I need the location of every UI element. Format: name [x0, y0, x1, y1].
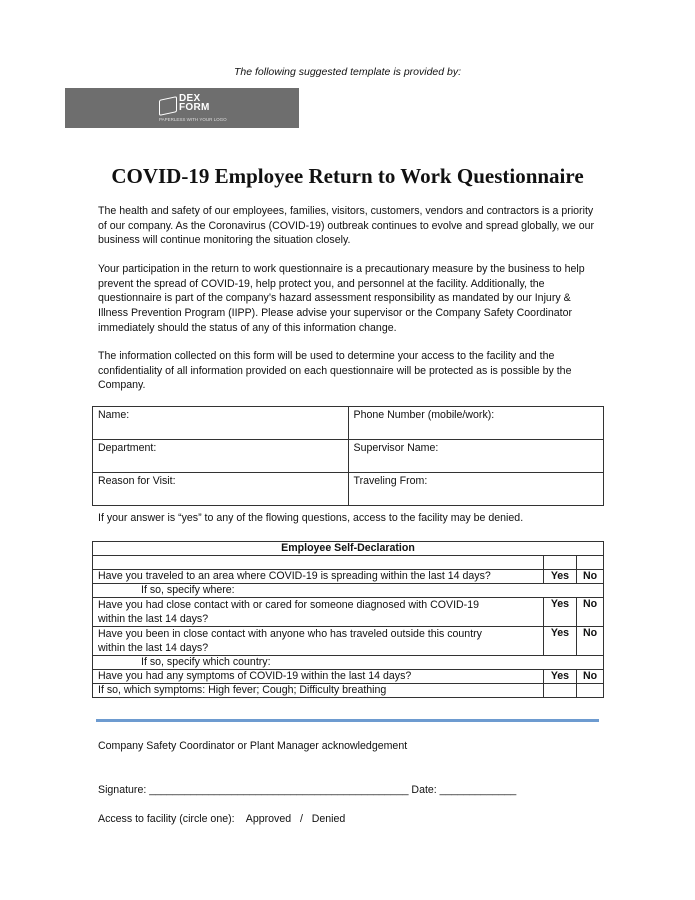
name-field[interactable]	[93, 407, 349, 440]
book-icon	[159, 96, 177, 116]
no-option[interactable]: No	[577, 598, 604, 627]
phone-label: Phone Number (mobile/work):	[353, 409, 495, 421]
question-close-contact: Have you had close contact with or cared for someone diagnosed with COVID-19 within the last 14 days?	[93, 598, 544, 627]
question-traveler-contact: Have you been in close contact with anyone who has traveled outside this country within the last 14 days?	[93, 627, 544, 656]
yes-option[interactable]: Yes	[543, 670, 576, 684]
self-declaration-table	[92, 541, 604, 698]
supervisor-field[interactable]	[348, 440, 604, 473]
section-divider	[96, 719, 599, 722]
intro-paragraph: The health and safety of our employees, families, visitors, customers, vendors and contractors is a priority of our company. As the Coronavirus (COVID-19) outbreak continues to evolve and spread globally, we our business will continue monitoring the situation closely.	[98, 205, 595, 247]
no-option[interactable]: No	[577, 670, 604, 684]
signature-date-line[interactable]: Signature: ____________________________________________ Date: _____________	[98, 784, 517, 796]
yes-option[interactable]: Yes	[543, 627, 576, 656]
traveling-field[interactable]	[348, 473, 604, 506]
spacer-row	[93, 556, 544, 570]
name-label: Name:	[98, 409, 130, 421]
template-provider-note: The following suggested template is provided by:	[233, 66, 462, 78]
logo-wordmark: DEX FORM	[179, 93, 210, 113]
declaration-heading: Employee Self-Declaration	[93, 542, 604, 556]
denial-warning: If your answer is “yes” to any of the flowing questions, access to the facility may be denied.	[98, 512, 524, 524]
employee-info-table	[92, 406, 604, 506]
access-decision-line[interactable]: Access to facility (circle one): Approved / Denied	[98, 813, 346, 825]
supervisor-label: Supervisor Name:	[353, 442, 439, 454]
no-option[interactable]: No	[577, 570, 604, 584]
country-field[interactable]: If so, specify which country:	[93, 656, 604, 670]
logo-tagline: PAPERLESS WITH YOUR LOGO	[159, 117, 227, 122]
reason-field[interactable]	[93, 473, 349, 506]
dexform-logo	[65, 88, 299, 128]
participation-paragraph: Your participation in the return to work questionnaire is a precautionary measure by the business to help prevent the spread of COVID-19, help protect you, and personnel at the facility. Additionally, the questionnaire is part of the company’s hazard assessment responsibility as mandated by our Injury & Illness Prevention Program (IIPP). Please advise your supervisor or the Company Safety Coordinator immediately should the status of any of this information change.	[98, 263, 585, 334]
page-title: COVID-19 Employee Return to Work Questionnaire	[111, 164, 584, 188]
travel-location-field[interactable]: If so, specify where:	[93, 584, 604, 598]
traveling-label: Traveling From:	[353, 475, 428, 487]
department-field[interactable]	[93, 440, 349, 473]
acknowledgement-label: Company Safety Coordinator or Plant Manager acknowledgement	[98, 740, 408, 752]
yes-option[interactable]: Yes	[543, 570, 576, 584]
reason-label: Reason for Visit:	[98, 475, 176, 487]
phone-field[interactable]	[348, 407, 604, 440]
no-option[interactable]: No	[577, 627, 604, 656]
question-travel: Have you traveled to an area where COVID-19 is spreading within the last 14 days?	[93, 570, 544, 584]
confidentiality-paragraph: The information collected on this form will be used to determine your access to the facility and the confidentiality of all information provided on each questionnaire will be protected as is possible by the Company.	[98, 350, 572, 392]
question-symptoms: Have you had any symptoms of COVID-19 within the last 14 days?	[93, 670, 544, 684]
symptoms-field[interactable]: If so, which symptoms: High fever; Cough; Difficulty breathing	[93, 684, 544, 698]
department-label: Department:	[98, 442, 157, 454]
yes-option[interactable]: Yes	[543, 598, 576, 627]
